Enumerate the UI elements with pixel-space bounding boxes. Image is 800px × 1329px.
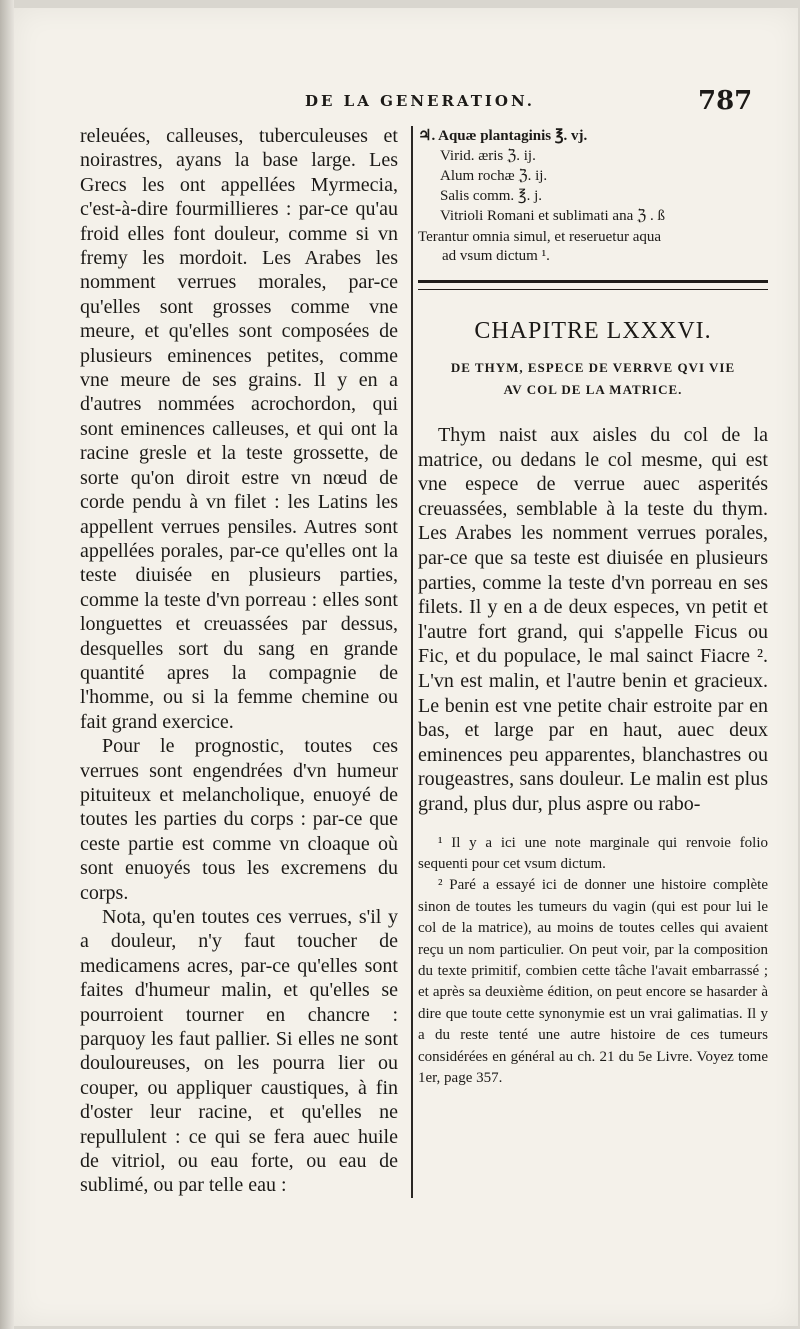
right-column [418,126,768,1089]
footnote-2: ² Paré a essayé ici de donner une histoire complète sinon de toutes les tumeurs du vagin (qui est pour lui le col de la matrice), au moins de toutes celles qui avaient reçu un nom particulier. On peut voir, par la composition du texte primitif, combien cette tâche l'avait embarrassé ; et après sa deuxième édition, on peut encore se hasarder à dire que toute cette synonymie est un vrai galimatias. Il y a du reste tenté une autre histoire de ces tumeurs considérées en général au ch. 21 du 5e Livre. Voyez tome 1er, page 357. [418,877,768,1086]
column-divider [411,126,413,1198]
footnotes [418,833,768,1090]
running-header: DE LA GENERATION. [305,92,535,110]
left-column [80,124,398,1198]
left-paragraph-2: Pour le prognostic, toutes ces verrues sont engendrées d'vn humeur pituiteux et melancholique, enuoyé de toutes les parties du corps : par-ce que ceste partie est comme vn cloaque où sont enuoyés tous les excremens du corps. [80,735,398,904]
recipe-block [418,126,768,226]
recipe-line: Vitrioli Romani et sublimati ana ℨ . ß [440,208,665,224]
chapter-title: CHAPITRE LXXXVI. [474,318,712,344]
recipe-instruction-line: ad vsum dictum ¹. [442,248,550,264]
left-paragraph-1: releuées, calleuses, tuberculeuses et noirastres, ayans la base large. Les Grecs les ont appellées Myrmecia, c'est-à-dire fourmillieres : par-ce qu'au froid elles font douleur, comme si vn fremy les mordoit. Les Arabes les nomment verrues morales, par-ce qu'elles sont grosses comme vne meure, et qu'elles sont composées de plusieurs eminences petites, comme vne meure de ses grains. Il y en a d'autres nommées acrochordon, qui sont eminences calleuses, et qui ont la racine gresle et la teste grossette, de sorte qu'on diroit estre vn nœud de corde pendu à vn filet : les Latins les appellent verrues pensiles. Autres sont appellées porales, par-ce qu'elles ont la teste diuisée en plusieurs parties, comme la teste d'vn porreau : elles sont longuettes et creuassées par dessus, desquelles sort du sang en grande quantité apres la compagnie de l'homme, ou si la femme chemine ou fait grand exercice. [80,125,398,733]
chapter-subtitle [418,357,768,401]
footnote-1: ¹ Il y a ici une note marginale qui renvoie folio sequenti pour cet vsum dictum. [418,834,768,872]
page-edge-shadow [0,0,14,1329]
chapter-subtitle-line: DE THYM, ESPECE DE VERRVE QVI VIE [450,360,736,375]
recipe-instructions [418,228,768,266]
chapter-body [418,423,768,817]
page-number: 787 [698,86,753,116]
section-rule [418,280,768,290]
recipe-line: Salis comm. ℥. j. [440,188,542,204]
recipe-line: Virid. æris ℨ. ij. [440,148,536,164]
left-paragraph-3: Nota, qu'en toutes ces verrues, s'il y a douleur, n'y faut toucher de medicamens acres, par-ce qu'elles sont faites d'humeur malin, et qu'elles se pourroient tourner en chancre : parquoy les faut pallier. Si elles ne sont douloureuses, on les pourra lier ou couper, ou appliquer caustiques, à fin d'oster leur racine, et qu'elles ne repullulent : ce qui se fera auec huile de vitriol, ou eau forte, ou eau de sublimé, ou par telle eau : [80,906,398,1197]
chapter-subtitle-line: AV COL DE LA MATRICE. [503,382,683,397]
recipe-instruction-line: Terantur omnia simul, et reseruetur aqua [418,229,662,245]
chapter-paragraph: Thym naist aux aisles du col de la matrice, ou dedans le col mesme, qui est vne espece de verrue auec asperités creuassées, semblable à la teste du thym. Les Arabes les nomment verrues porales, par-ce que sa teste est diuisée en plusieurs parties, comme la teste d'vn porreau en ses filets. Il y en a de deux especes, vn petit et l'autre fort grand, qui s'appelle Ficus ou Fic, et du populace, le mal sainct Fiacre ². L'vn est malin, et l'autre benin et gracieux. Le benin est vne petite chair estroite par en bas, et large par en haut, auec deux eminences peu apparentes, blanchastres ou rougeastres, sans douleur. Le malin est plus grand, plus dur, plus aspre ou rabo- [418,424,768,815]
recipe-line: Alum rochæ ℨ. ij. [440,168,548,184]
recipe-line: ♃. Aquæ plantaginis ℥. vj. [418,128,588,144]
